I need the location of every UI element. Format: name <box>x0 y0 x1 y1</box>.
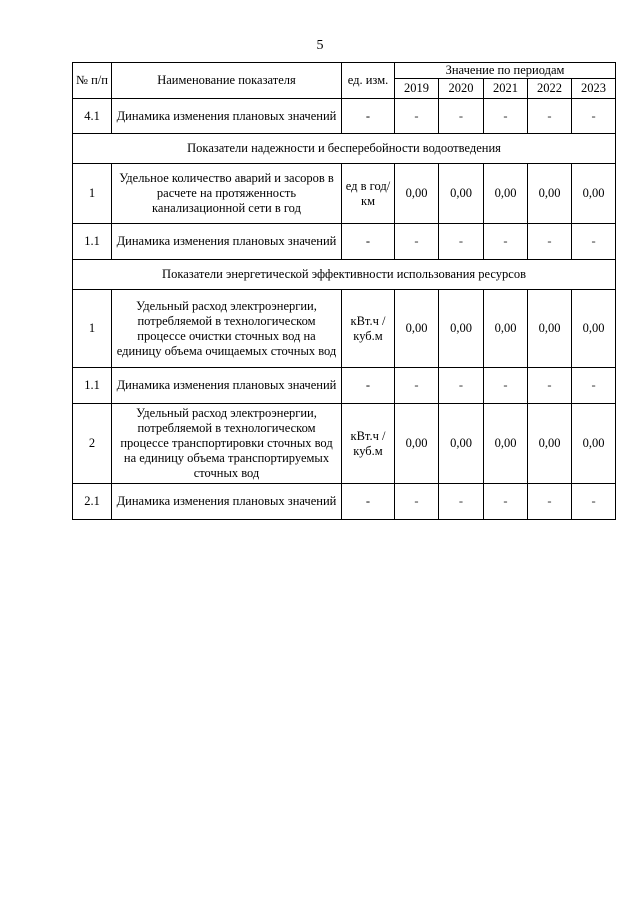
unit-cell: - <box>342 99 395 134</box>
section-row <box>73 134 616 164</box>
value-cell: - <box>395 99 439 134</box>
unit-cell: ед в год/ км <box>342 164 395 224</box>
header-name: Наименование показателя <box>112 63 342 99</box>
unit-cell: - <box>342 224 395 260</box>
header-unit: ед. изм. <box>342 63 395 99</box>
value-cell: 0,00 <box>528 164 572 224</box>
value-cell: - <box>484 368 528 404</box>
value-cell: 0,00 <box>439 404 484 484</box>
value-cell: - <box>572 99 616 134</box>
value-cell: - <box>484 484 528 520</box>
value-cell: - <box>395 484 439 520</box>
value-cell: - <box>572 368 616 404</box>
header-num: № п/п <box>73 63 112 99</box>
indicator-name: Динамика изменения плановых значений <box>112 224 342 260</box>
value-cell: - <box>528 224 572 260</box>
table-row <box>73 164 616 224</box>
unit-cell: - <box>342 484 395 520</box>
value-cell: 0,00 <box>572 290 616 368</box>
value-cell: - <box>395 224 439 260</box>
header-year: 2023 <box>572 79 616 99</box>
table-body <box>73 99 616 520</box>
row-number: 4.1 <box>73 99 112 134</box>
value-cell: 0,00 <box>395 290 439 368</box>
indicator-name: Удельный расход электроэнергии, потребляемой в технологическом процессе транспортировки сточных вод на единицу объема транспортируемых сточных вод <box>112 404 342 484</box>
value-cell: 0,00 <box>572 164 616 224</box>
value-cell: 0,00 <box>528 404 572 484</box>
row-number: 1 <box>73 164 112 224</box>
value-cell: - <box>439 484 484 520</box>
header-year: 2021 <box>484 79 528 99</box>
value-cell: - <box>528 484 572 520</box>
indicator-name: Динамика изменения плановых значений <box>112 99 342 134</box>
table-row <box>73 99 616 134</box>
value-cell: - <box>484 224 528 260</box>
table-row <box>73 368 616 404</box>
value-cell: 0,00 <box>572 404 616 484</box>
value-cell: - <box>572 224 616 260</box>
row-number: 2.1 <box>73 484 112 520</box>
row-number: 1.1 <box>73 368 112 404</box>
unit-cell: кВт.ч / куб.м <box>342 404 395 484</box>
value-cell: - <box>528 99 572 134</box>
value-cell: 0,00 <box>395 164 439 224</box>
header-year: 2022 <box>528 79 572 99</box>
unit-cell: кВт.ч / куб.м <box>342 290 395 368</box>
table-row <box>73 224 616 260</box>
row-number: 1.1 <box>73 224 112 260</box>
indicator-name: Динамика изменения плановых значений <box>112 484 342 520</box>
section-row <box>73 260 616 290</box>
value-cell: 0,00 <box>484 164 528 224</box>
table-row <box>73 404 616 484</box>
value-cell: - <box>439 368 484 404</box>
value-cell: 0,00 <box>528 290 572 368</box>
indicator-name: Динамика изменения плановых значений <box>112 368 342 404</box>
table-row <box>73 484 616 520</box>
row-number: 2 <box>73 404 112 484</box>
indicator-name: Удельное количество аварий и засоров в расчете на протяженность канализационной сети в год <box>112 164 342 224</box>
value-cell: - <box>395 368 439 404</box>
value-cell: 0,00 <box>439 164 484 224</box>
unit-cell: - <box>342 368 395 404</box>
value-cell: 0,00 <box>439 290 484 368</box>
header-year: 2020 <box>439 79 484 99</box>
table-row <box>73 290 616 368</box>
page-number: 5 <box>316 38 324 53</box>
header-periods: Значение по периодам <box>395 63 616 79</box>
indicators-table <box>72 62 616 520</box>
row-number: 1 <box>73 290 112 368</box>
value-cell: - <box>572 484 616 520</box>
value-cell: 0,00 <box>395 404 439 484</box>
value-cell: 0,00 <box>484 404 528 484</box>
value-cell: - <box>528 368 572 404</box>
section-title: Показатели надежности и бесперебойности водоотведения <box>73 134 616 164</box>
value-cell: - <box>439 99 484 134</box>
value-cell: - <box>439 224 484 260</box>
value-cell: 0,00 <box>484 290 528 368</box>
header-year: 2019 <box>395 79 439 99</box>
indicator-name: Удельный расход электроэнергии, потребляемой в технологическом процессе очистки сточных вод на единицу объема очищаемых сточных вод <box>112 290 342 368</box>
value-cell: - <box>484 99 528 134</box>
section-title: Показатели энергетической эффективности использования ресурсов <box>73 260 616 290</box>
